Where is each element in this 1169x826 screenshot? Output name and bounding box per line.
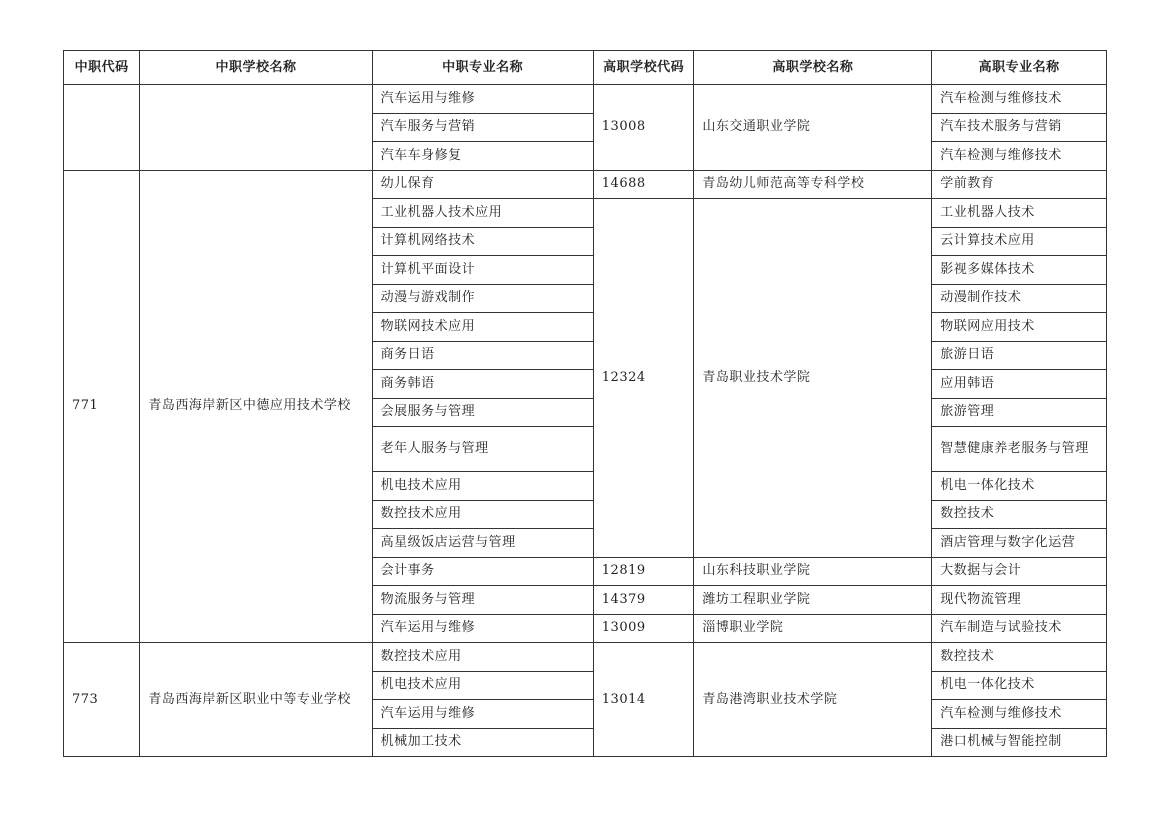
header-secondary-school: 中职学校名称 <box>140 51 372 85</box>
secondary-major-cell: 商务日语 <box>372 341 593 370</box>
secondary-major-cell: 数控技术应用 <box>372 500 593 529</box>
header-secondary-code: 中职代码 <box>64 51 140 85</box>
secondary-major-cell: 汽车服务与营销 <box>372 113 593 142</box>
secondary-major-cell: 汽车运用与维修 <box>372 85 593 114</box>
higher-major-cell: 现代物流管理 <box>932 586 1107 615</box>
secondary-major-cell: 商务韩语 <box>372 370 593 399</box>
secondary-major-cell: 动漫与游戏制作 <box>372 284 593 313</box>
higher-code-cell: 12819 <box>593 557 694 586</box>
secondary-major-cell: 幼儿保育 <box>372 170 593 199</box>
header-higher-major: 高职专业名称 <box>932 51 1107 85</box>
header-row <box>64 51 1107 85</box>
secondary-major-cell: 会展服务与管理 <box>372 398 593 427</box>
secondary-major-cell: 工业机器人技术应用 <box>372 199 593 228</box>
secondary-major-cell: 高星级饭店运营与管理 <box>372 529 593 558</box>
secondary-major-cell: 数控技术应用 <box>372 643 593 672</box>
secondary-major-cell: 物流服务与管理 <box>372 586 593 615</box>
higher-major-cell: 物联网应用技术 <box>932 313 1107 342</box>
higher-code-cell: 14688 <box>593 170 694 199</box>
secondary-code-cell: 771 <box>64 170 140 643</box>
header-higher-code: 高职学校代码 <box>593 51 694 85</box>
header-secondary-major: 中职专业名称 <box>372 51 593 85</box>
table-row <box>64 643 1107 672</box>
secondary-major-cell: 计算机网络技术 <box>372 227 593 256</box>
higher-code-cell: 14379 <box>593 586 694 615</box>
secondary-major-cell: 机电技术应用 <box>372 671 593 700</box>
higher-major-cell: 汽车检测与维修技术 <box>932 142 1107 171</box>
higher-major-cell: 汽车技术服务与营销 <box>932 113 1107 142</box>
higher-major-cell: 港口机械与智能控制 <box>932 728 1107 757</box>
higher-major-cell: 学前教育 <box>932 170 1107 199</box>
secondary-major-cell: 汽车运用与维修 <box>372 614 593 643</box>
higher-code-cell: 13014 <box>593 643 694 757</box>
higher-major-cell: 机电一体化技术 <box>932 472 1107 501</box>
higher-major-cell: 应用韩语 <box>932 370 1107 399</box>
higher-major-cell: 汽车检测与维修技术 <box>932 85 1107 114</box>
higher-code-cell: 13008 <box>593 85 694 171</box>
table-row <box>64 85 1107 114</box>
secondary-school-cell <box>140 85 372 171</box>
higher-school-cell: 青岛港湾职业技术学院 <box>694 643 932 757</box>
secondary-major-cell: 会计事务 <box>372 557 593 586</box>
secondary-school-cell: 青岛西海岸新区中德应用技术学校 <box>140 170 372 643</box>
higher-major-cell: 旅游管理 <box>932 398 1107 427</box>
secondary-major-cell: 机械加工技术 <box>372 728 593 757</box>
secondary-major-cell: 物联网技术应用 <box>372 313 593 342</box>
secondary-major-cell: 老年人服务与管理 <box>372 427 593 472</box>
higher-major-cell: 工业机器人技术 <box>932 199 1107 228</box>
higher-major-cell: 数控技术 <box>932 500 1107 529</box>
higher-major-cell: 动漫制作技术 <box>932 284 1107 313</box>
higher-school-cell: 淄博职业学院 <box>694 614 932 643</box>
secondary-major-cell: 汽车车身修复 <box>372 142 593 171</box>
higher-major-cell: 汽车制造与试验技术 <box>932 614 1107 643</box>
higher-major-cell: 影视多媒体技术 <box>932 256 1107 285</box>
secondary-code-cell <box>64 85 140 171</box>
articulation-table <box>63 50 1107 757</box>
secondary-school-cell: 青岛西海岸新区职业中等专业学校 <box>140 643 372 757</box>
higher-major-cell: 智慧健康养老服务与管理 <box>932 427 1107 472</box>
higher-major-cell: 汽车检测与维修技术 <box>932 700 1107 729</box>
higher-code-cell: 13009 <box>593 614 694 643</box>
header-higher-school: 高职学校名称 <box>694 51 932 85</box>
higher-major-cell: 云计算技术应用 <box>932 227 1107 256</box>
higher-major-cell: 数控技术 <box>932 643 1107 672</box>
secondary-major-cell: 汽车运用与维修 <box>372 700 593 729</box>
higher-major-cell: 机电一体化技术 <box>932 671 1107 700</box>
secondary-code-cell: 773 <box>64 643 140 757</box>
higher-major-cell: 大数据与会计 <box>932 557 1107 586</box>
table-row <box>64 170 1107 199</box>
higher-code-cell: 12324 <box>593 199 694 558</box>
higher-major-cell: 旅游日语 <box>932 341 1107 370</box>
higher-school-cell: 青岛幼儿师范高等专科学校 <box>694 170 932 199</box>
secondary-major-cell: 机电技术应用 <box>372 472 593 501</box>
higher-school-cell: 潍坊工程职业学院 <box>694 586 932 615</box>
secondary-major-cell: 计算机平面设计 <box>372 256 593 285</box>
higher-major-cell: 酒店管理与数字化运营 <box>932 529 1107 558</box>
higher-school-cell: 山东交通职业学院 <box>694 85 932 171</box>
higher-school-cell: 山东科技职业学院 <box>694 557 932 586</box>
higher-school-cell: 青岛职业技术学院 <box>694 199 932 558</box>
